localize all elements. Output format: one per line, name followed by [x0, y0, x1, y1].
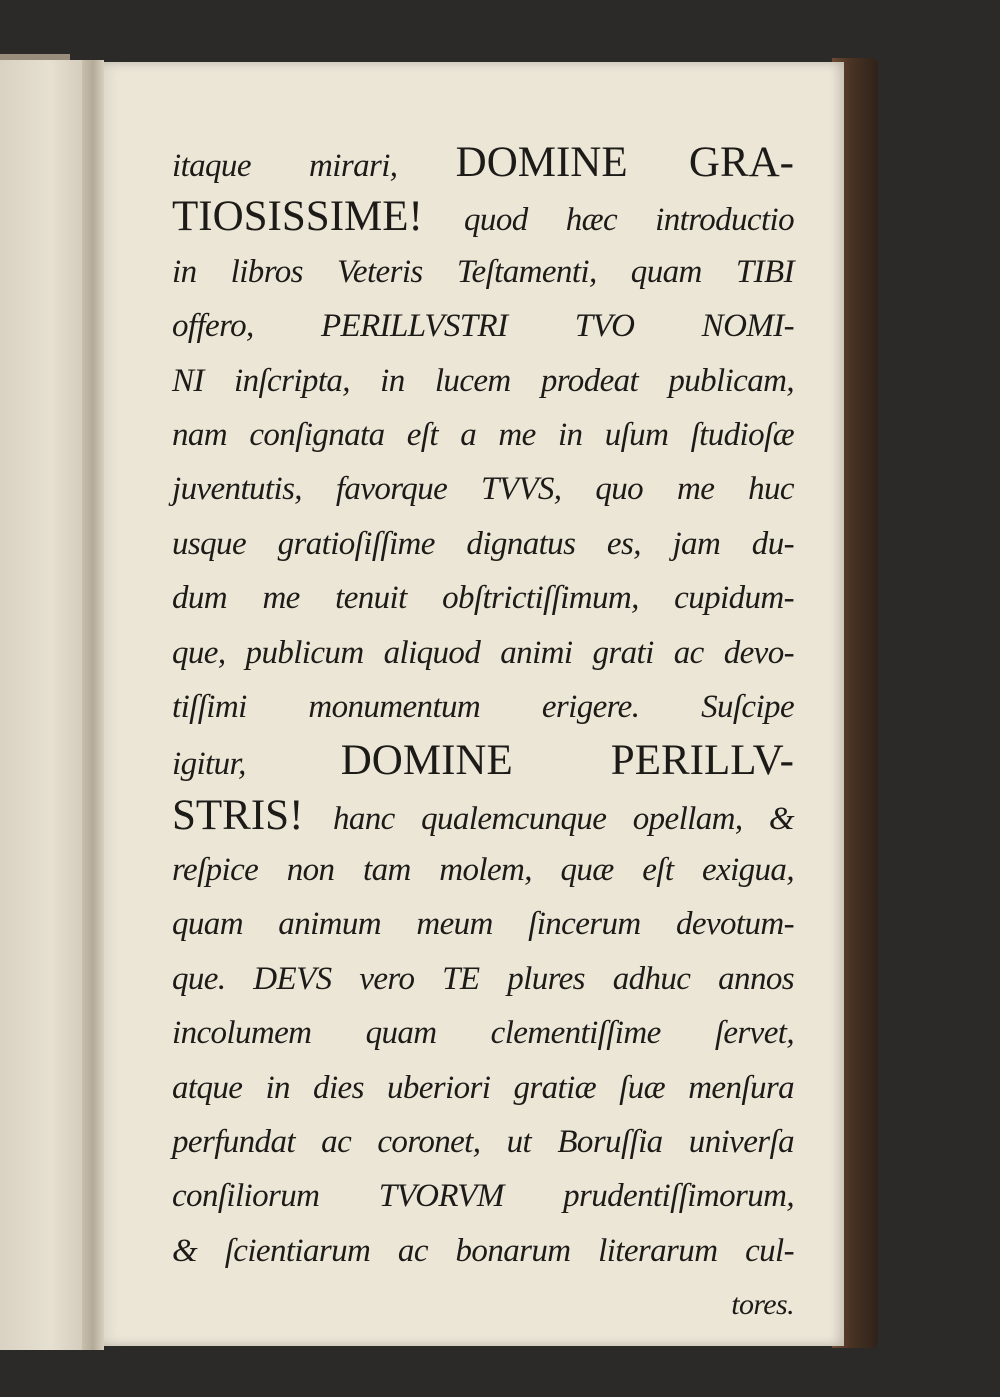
italic-text: offero, PERILLVSTRI TVO NOMI-	[172, 308, 794, 345]
capital-text: DOMINE PERILLV-	[340, 737, 794, 785]
italic-text: perfundat ac coronet, ut Boruſſia univerſa	[172, 1124, 794, 1161]
italic-text: tiſſimi monumentum erigere. Suſcipe	[172, 688, 794, 725]
capital-text: STRIS!	[172, 791, 333, 839]
text-line	[172, 626, 794, 680]
text-line	[172, 1115, 794, 1169]
italic-text: igitur,	[172, 746, 341, 783]
text-line	[172, 1224, 794, 1278]
page-text	[172, 136, 794, 1333]
italic-text: reſpice non tam molem, quæ eſt exigua,	[172, 852, 794, 889]
left-page	[0, 60, 92, 1350]
text-line	[172, 245, 794, 299]
text-line	[172, 789, 794, 843]
italic-text: dum me tenuit obſtrictiſſimum, cupidum-	[172, 580, 794, 617]
text-line	[172, 897, 794, 951]
italic-text: incolumem quam clementiſſime ſervet,	[172, 1015, 794, 1052]
italic-text: quam animum meum ſincerum devotum-	[172, 906, 794, 943]
text-line	[172, 843, 794, 897]
italic-text: que, publicum aliquod animi grati ac devo-	[172, 634, 794, 671]
italic-text: quod hæc introductio	[464, 202, 794, 239]
text-line	[172, 1006, 794, 1060]
italic-text: NI inſcripta, in lucem prodeat publicam,	[172, 362, 794, 399]
text-line	[172, 680, 794, 734]
text-line	[172, 1061, 794, 1115]
italic-text: in libros Veteris Teſtamenti, quam TIBI	[172, 253, 794, 290]
page-gutter	[82, 60, 104, 1350]
text-line	[172, 354, 794, 408]
italic-text: nam conſignata eſt a me in uſum ſtudioſæ	[172, 416, 794, 453]
italic-text: juventutis, favorque TVVS, quo me huc	[172, 471, 794, 508]
italic-text: que. DEVS vero TE plures adhuc annos	[172, 960, 794, 997]
text-line	[172, 136, 794, 190]
text-line	[172, 408, 794, 462]
capital-text: DOMINE GRA-	[455, 139, 794, 186]
italic-text: & ſcientiarum ac bonarum literarum cul-	[172, 1232, 794, 1269]
capital-text: TIOSISSIME!	[172, 193, 465, 241]
text-line	[172, 517, 794, 571]
text-line	[172, 299, 794, 353]
text-line	[172, 462, 794, 516]
italic-text: hanc qualemcunque opellam, &	[332, 800, 794, 837]
text-line	[172, 734, 794, 788]
catchword: tores.	[731, 1288, 794, 1322]
italic-text: atque in dies uberiori gratiæ ſuæ menſura	[172, 1069, 794, 1106]
text-line	[172, 952, 794, 1006]
text-line	[172, 1169, 794, 1223]
text-line	[172, 190, 794, 244]
italic-text: conſiliorum TVORVM prudentiſſimorum,	[172, 1178, 794, 1215]
text-line	[172, 571, 794, 625]
italic-text: itaque mirari,	[172, 148, 456, 184]
italic-text: usque gratioſiſſime dignatus es, jam du-	[172, 525, 794, 562]
